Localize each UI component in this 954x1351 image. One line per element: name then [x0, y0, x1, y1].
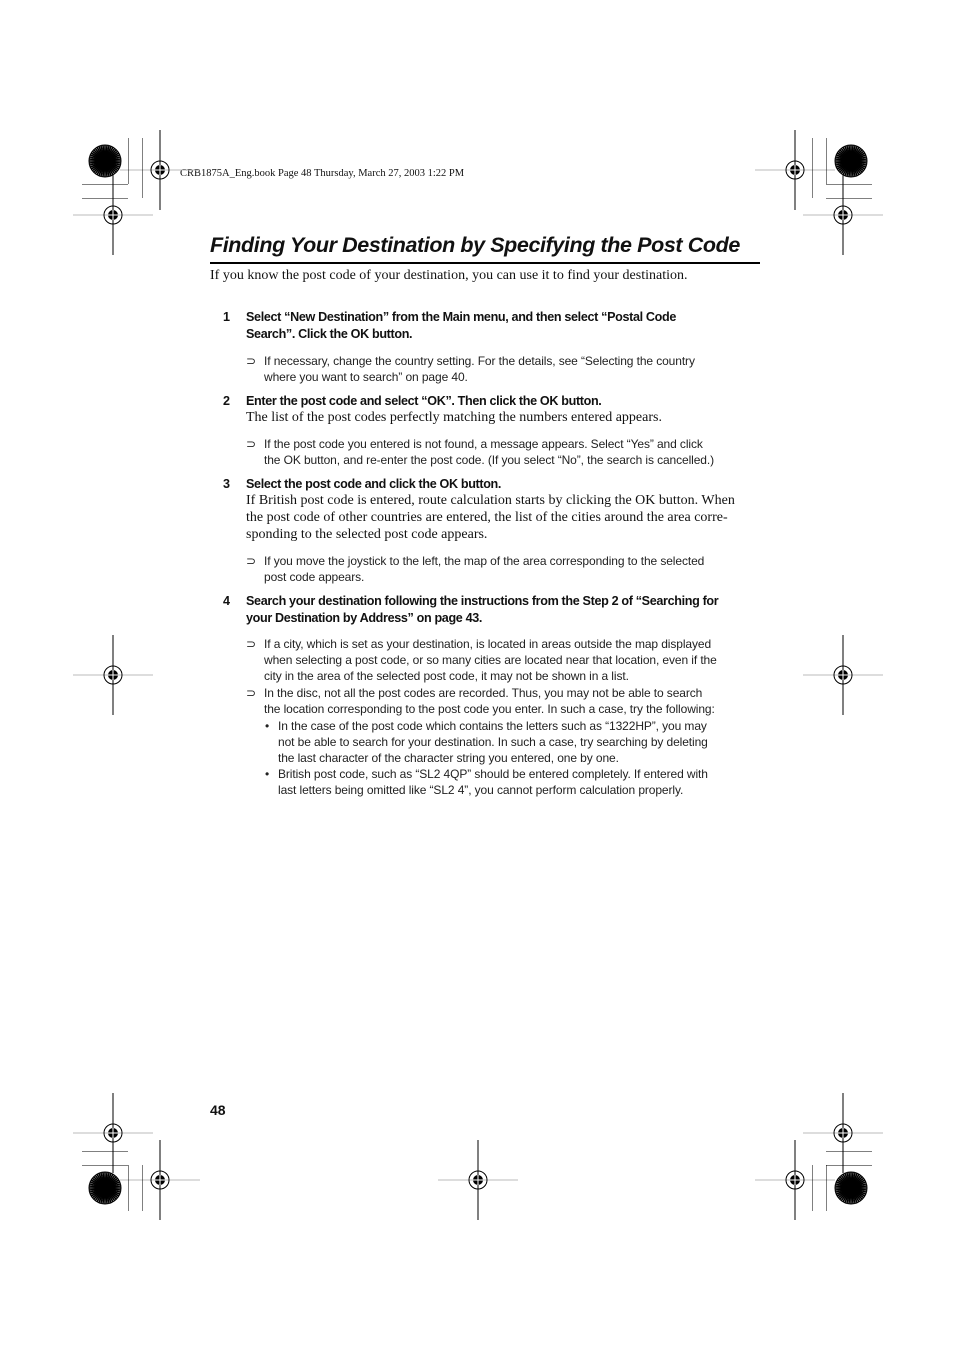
note-text: the OK button, and re-enter the post code. (If you select “No”, the search is cancelled.): [264, 453, 715, 467]
note-arrow-icon: ⊃: [246, 354, 256, 368]
crop-mark: [82, 1165, 129, 1166]
color-target-starburst-icon: [88, 1171, 122, 1205]
step-instruction: Search your destination following the instructions from the Step 2 of “Searching for: [246, 594, 719, 608]
bullet-text: British post code, such as “SL2 4QP” should be entered completely. If entered with: [278, 767, 708, 781]
step-number: 4: [223, 594, 230, 608]
crop-mark: [826, 198, 873, 199]
crop-mark: [82, 1151, 129, 1152]
step-body-text: the post code of other countries are entered, the list of the cities around the area corre-: [246, 510, 728, 525]
step-instruction: Select “New Destination” from the Main menu, and then select “Postal Code: [246, 310, 677, 324]
color-target-starburst-icon: [834, 1171, 868, 1205]
page-number: 48: [210, 1102, 226, 1118]
note-arrow-icon: ⊃: [246, 637, 256, 651]
note-text: In the disc, not all the post codes are recorded. Thus, you may not be able to search: [264, 686, 703, 700]
bullet-text: not be able to search for your destination. In such a case, try searching by deleting: [278, 735, 708, 749]
step-body-text: The list of the post codes perfectly matching the numbers entered appears.: [246, 410, 662, 425]
step-instruction: your Destination by Address” on page 43.: [246, 611, 483, 625]
crop-mark: [826, 138, 827, 185]
crop-mark: [128, 138, 129, 185]
note-text: If the post code you entered is not found, a message appears. Select “Yes” and click: [264, 437, 703, 451]
step-number: 2: [223, 394, 230, 408]
crop-mark: [812, 138, 813, 199]
step-body-text: sponding to the selected post code appears.: [246, 527, 488, 542]
page-title: Finding Your Destination by Specifying the Post Code: [210, 233, 740, 257]
note-text: city in the area of the selected post code, it may not be shown in a list.: [264, 669, 629, 683]
registration-crosshair-icon: [73, 175, 153, 255]
step-number: 3: [223, 477, 230, 491]
note-text: when selecting a post code, or so many cities are located near that location, even if the: [264, 653, 717, 667]
note-arrow-icon: ⊃: [246, 686, 256, 700]
crop-mark: [142, 1165, 143, 1212]
note-text: If a city, which is set as your destination, is located in areas outside the map displayed: [264, 637, 712, 651]
registration-crosshair-icon: [803, 175, 883, 255]
bullet-icon: •: [265, 767, 270, 781]
registration-crosshair-icon: [438, 1140, 518, 1220]
registration-crosshair-icon: [755, 1140, 835, 1220]
note-arrow-icon: ⊃: [246, 437, 256, 451]
crop-mark: [826, 1165, 873, 1166]
crop-mark: [82, 198, 129, 199]
crop-mark: [142, 138, 143, 199]
step-instruction: Search”. Click the OK button.: [246, 327, 413, 341]
step-instruction: Select the post code and click the OK button.: [246, 477, 502, 491]
note-text: If necessary, change the country setting. For the details, see “Selecting the country: [264, 354, 695, 368]
crop-mark: [826, 1151, 873, 1152]
bullet-text: last letters being omitted like “SL2 4”, you cannot perform calculation properly.: [278, 783, 684, 797]
color-target-starburst-icon: [834, 144, 868, 178]
bullet-icon: •: [265, 719, 270, 733]
crop-mark: [826, 1165, 827, 1212]
registration-crosshair-icon: [803, 635, 883, 715]
note-text: If you move the joystick to the left, the map of the area corresponding to the selected: [264, 554, 705, 568]
crop-mark: [826, 184, 873, 185]
crop-mark: [812, 1165, 813, 1212]
bullet-text: the last character of the character string you entered, one by one.: [278, 751, 619, 765]
crop-mark: [82, 184, 129, 185]
registration-crosshair-icon: [120, 1140, 200, 1220]
note-text: the location corresponding to the post code you enter. In such a case, try the following:: [264, 702, 715, 716]
crop-mark: [128, 1165, 129, 1212]
step-number: 1: [223, 310, 230, 324]
color-target-starburst-icon: [88, 144, 122, 178]
step-body-text: If British post code is entered, route calculation starts by clicking the OK button. When: [246, 493, 735, 508]
registration-crosshair-icon: [73, 635, 153, 715]
note-text: post code appears.: [264, 570, 365, 584]
bullet-text: In the case of the post code which contains the letters such as “1322HP”, you may: [278, 719, 707, 733]
print-header: CRB1875A_Eng.book Page 48 Thursday, March 27, 2003 1:22 PM: [180, 168, 465, 179]
title-underline: [210, 262, 760, 264]
note-text: where you want to search” on page 40.: [264, 370, 468, 384]
step-instruction: Enter the post code and select “OK”. Then click the OK button.: [246, 394, 602, 408]
intro-text: If you know the post code of your destination, you can use it to find your destination.: [210, 268, 688, 283]
note-arrow-icon: ⊃: [246, 554, 256, 568]
